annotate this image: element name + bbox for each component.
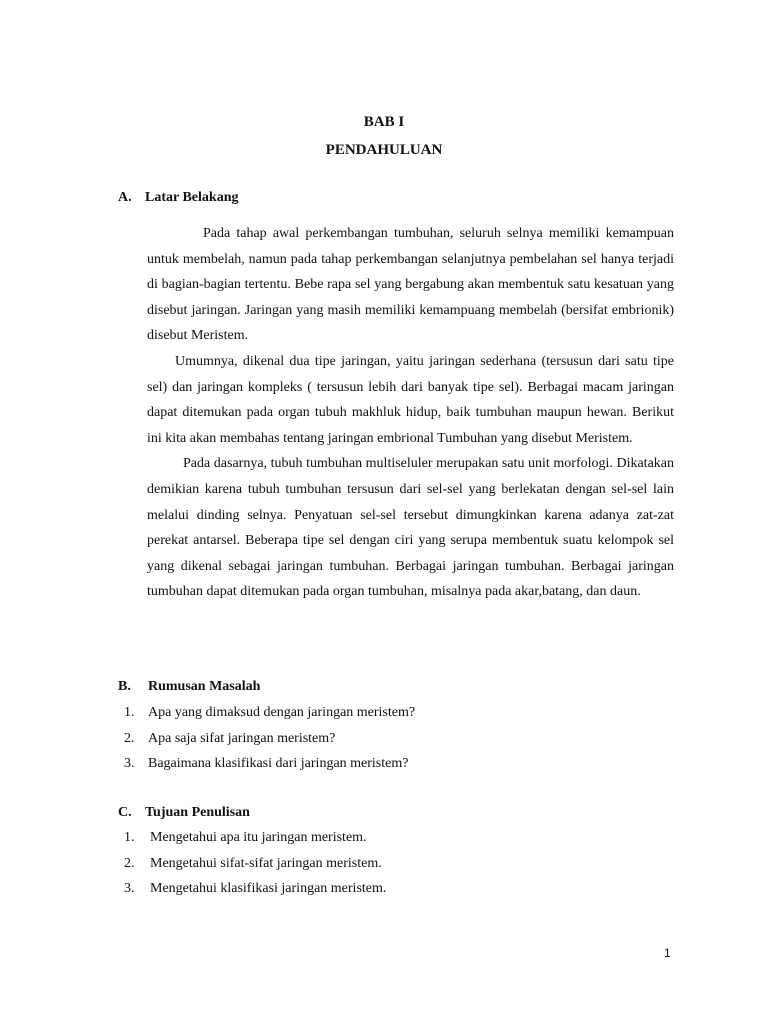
page-number: 1	[664, 946, 671, 960]
section-heading-tujuan-penulisan	[118, 805, 250, 821]
objective-list	[124, 825, 386, 902]
list-text: Apa yang dimaksud dengan jaringan meristem?	[148, 705, 416, 720]
list-text: Mengetahui apa itu jaringan meristem.	[150, 830, 367, 845]
chapter-title: BAB I	[363, 114, 405, 130]
section-letter: B.	[118, 679, 131, 694]
list-item	[124, 700, 415, 726]
list-text: Apa saja sifat jaringan meristem?	[148, 730, 336, 746]
list-number: 1.	[124, 705, 135, 720]
list-number: 2.	[124, 730, 135, 746]
section-title: Rumusan Masalah	[148, 679, 261, 694]
paragraph: Umumnya, dikenal dua tipe jaringan, yaitu jaringan sederhana (tersusun dari satu tipe sel) dan jaringan kompleks ( tersusun lebih dari banyak tipe sel). Berbagai macam jaringan dapat ditemukan pada organ tubuh makhluk hidup, baik tumbuhan maupun hewan. Berikut ini kita akan membahas tentang jaringan embrional Tumbuhan yang disebut Meristem.	[147, 353, 674, 446]
list-text: Mengetahui klasifikasi jaringan meristem.	[150, 881, 387, 896]
list-number: 3.	[124, 756, 135, 771]
list-text: Bagaimana klasifikasi dari jaringan meristem?	[148, 756, 409, 771]
list-item	[124, 726, 415, 752]
list-number: 3.	[124, 881, 135, 896]
paragraph: Pada tahap awal perkembangan tumbuhan, seluruh selnya memiliki kemampuan untuk membelah, namun pada tahap perkembangan selanjutnya pembelahan sel hanya terjadi di bagian-bagian tertentu. Bebe rapa sel yang bergabung akan membentuk satu kesatuan yang disebut jaringan. Jaringan yang masih memiliki kemampuang membelah (bersifat embrionik) disebut Meristem.	[147, 226, 674, 344]
list-item	[124, 876, 386, 902]
paragraph: Pada dasarnya, tubuh tumbuhan multiseluler merupakan satu unit morfologi. Dikatakan demikian karena tubuh tumbuhan tersusun dari sel-sel yang berlekatan dengan sel-sel lain melalui dinding selnya. Penyatuan sel-sel tersebut dimungkinkan karena adanya zat-zat perekat antarsel. Beberapa tipe sel dengan ciri yang serupa membentuk suatu kelompok sel yang dikenal sebagai jaringan tumbuhan. Berbagai jaringan tumbuhan. Berbagai jaringan tumbuhan dapat ditemukan pada organ tumbuhan, misalnya pada akar,batang, dan daun.	[147, 456, 674, 600]
section-heading-latar-belakang	[118, 190, 238, 206]
section-heading-rumusan-masalah	[118, 679, 260, 695]
list-item	[124, 825, 386, 851]
section-title: Tujuan Penulisan	[145, 805, 250, 820]
chapter-subtitle: PENDAHULUAN	[325, 142, 443, 158]
section-letter: C.	[118, 805, 132, 820]
list-text: Mengetahui sifat-sifat jaringan meristem.	[150, 855, 382, 871]
background-paragraphs	[147, 221, 674, 605]
section-letter: A.	[118, 190, 132, 205]
section-title: Latar Belakang	[145, 190, 239, 205]
problem-list	[124, 700, 415, 777]
list-item	[124, 751, 415, 777]
list-item	[124, 851, 386, 877]
list-number: 1.	[124, 830, 135, 845]
list-number: 2.	[124, 855, 135, 871]
